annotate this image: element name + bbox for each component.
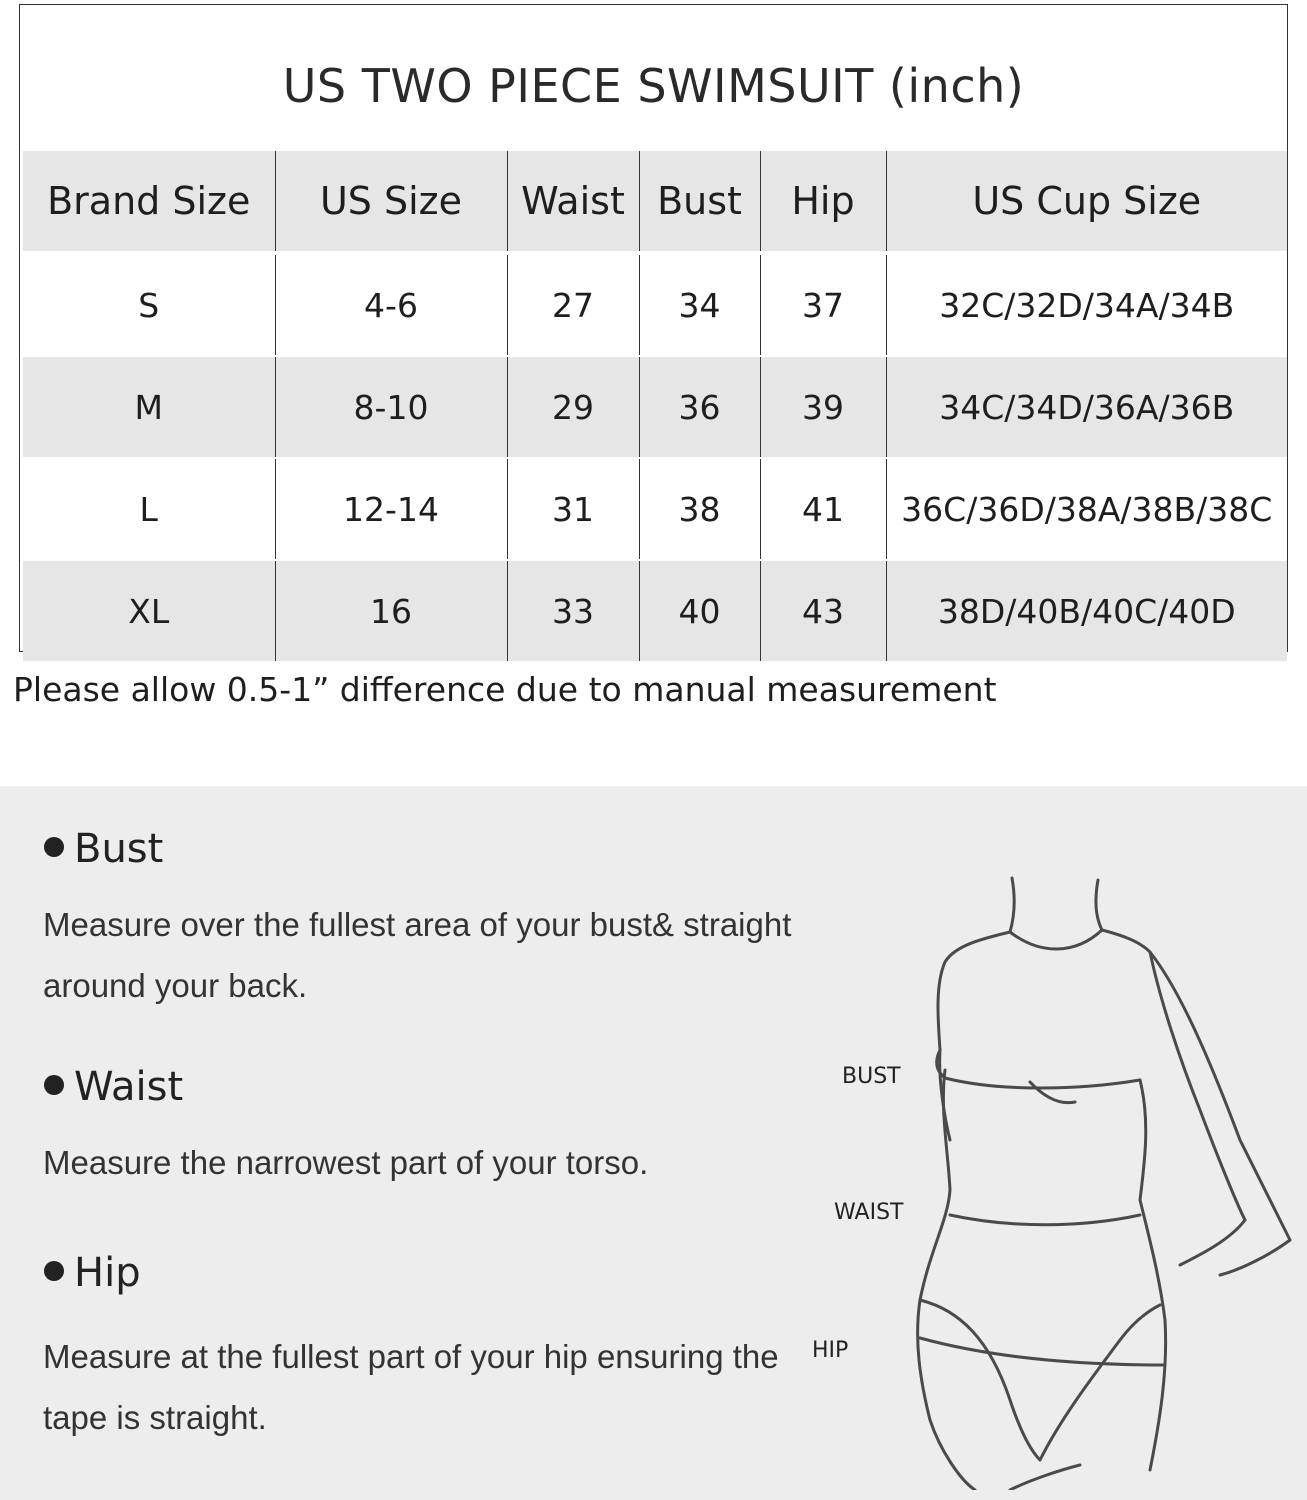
cell-waist: 29 [507, 356, 639, 458]
header-brand-size: Brand Size [23, 151, 275, 253]
cell-waist: 33 [507, 560, 639, 662]
bullet-icon [44, 1075, 64, 1095]
table-row [23, 458, 1287, 560]
cell-bust: 40 [639, 560, 760, 662]
size-table [23, 151, 1287, 663]
bullet-icon [44, 1261, 64, 1281]
waist-heading [44, 1064, 183, 1110]
bust-title: Bust [74, 826, 164, 872]
cell-cup-size: 38D/40B/40C/40D [886, 560, 1287, 662]
figure-label-bust: BUST [842, 1064, 901, 1089]
cell-cup-size: 36C/36D/38A/38B/38C [886, 458, 1287, 560]
table-header-row [23, 151, 1287, 253]
figure-label-hip: HIP [812, 1338, 849, 1363]
chart-title: US TWO PIECE SWIMSUIT (inch) [282, 59, 1025, 113]
table-row [23, 356, 1287, 458]
header-waist: Waist [507, 151, 639, 253]
cell-cup-size: 32C/32D/34A/34B [886, 253, 1287, 356]
cell-bust: 38 [639, 458, 760, 560]
cell-brand-size: XL [23, 560, 275, 662]
header-hip: Hip [760, 151, 886, 253]
cell-hip: 41 [760, 458, 886, 560]
bullet-icon [44, 837, 64, 857]
table-row [23, 560, 1287, 662]
cell-waist: 31 [507, 458, 639, 560]
cell-hip: 37 [760, 253, 886, 356]
bust-description: Measure over the fullest area of your bust& straight around your back. [43, 906, 792, 1004]
cell-us-size: 16 [275, 560, 507, 662]
hip-description: Measure at the fullest part of your hip ensuring the tape is straight. [43, 1338, 779, 1436]
cell-us-size: 4-6 [275, 253, 507, 356]
cell-us-size: 8-10 [275, 356, 507, 458]
cell-bust: 34 [639, 253, 760, 356]
cell-waist: 27 [507, 253, 639, 356]
header-us-size: US Size [275, 151, 507, 253]
table-row [23, 253, 1287, 356]
header-bust: Bust [639, 151, 760, 253]
bust-heading [44, 826, 163, 872]
cell-cup-size: 34C/34D/36A/36B [886, 356, 1287, 458]
hip-title: Hip [74, 1250, 141, 1296]
hip-heading [44, 1250, 141, 1296]
cell-brand-size: M [23, 356, 275, 458]
cell-brand-size: L [23, 458, 275, 560]
waist-description: Measure the narrowest part of your torso. [43, 1144, 649, 1181]
cell-brand-size: S [23, 253, 275, 356]
body-figure-icon [900, 870, 1300, 1490]
measurement-note: Please allow 0.5-1” difference due to manual measurement [13, 670, 997, 709]
figure-label-waist: WAIST [834, 1200, 904, 1225]
cell-hip: 39 [760, 356, 886, 458]
size-chart [19, 4, 1288, 652]
cell-us-size: 12-14 [275, 458, 507, 560]
waist-title: Waist [74, 1064, 184, 1110]
cell-hip: 43 [760, 560, 886, 662]
cell-bust: 36 [639, 356, 760, 458]
header-us-cup-size: US Cup Size [886, 151, 1287, 253]
